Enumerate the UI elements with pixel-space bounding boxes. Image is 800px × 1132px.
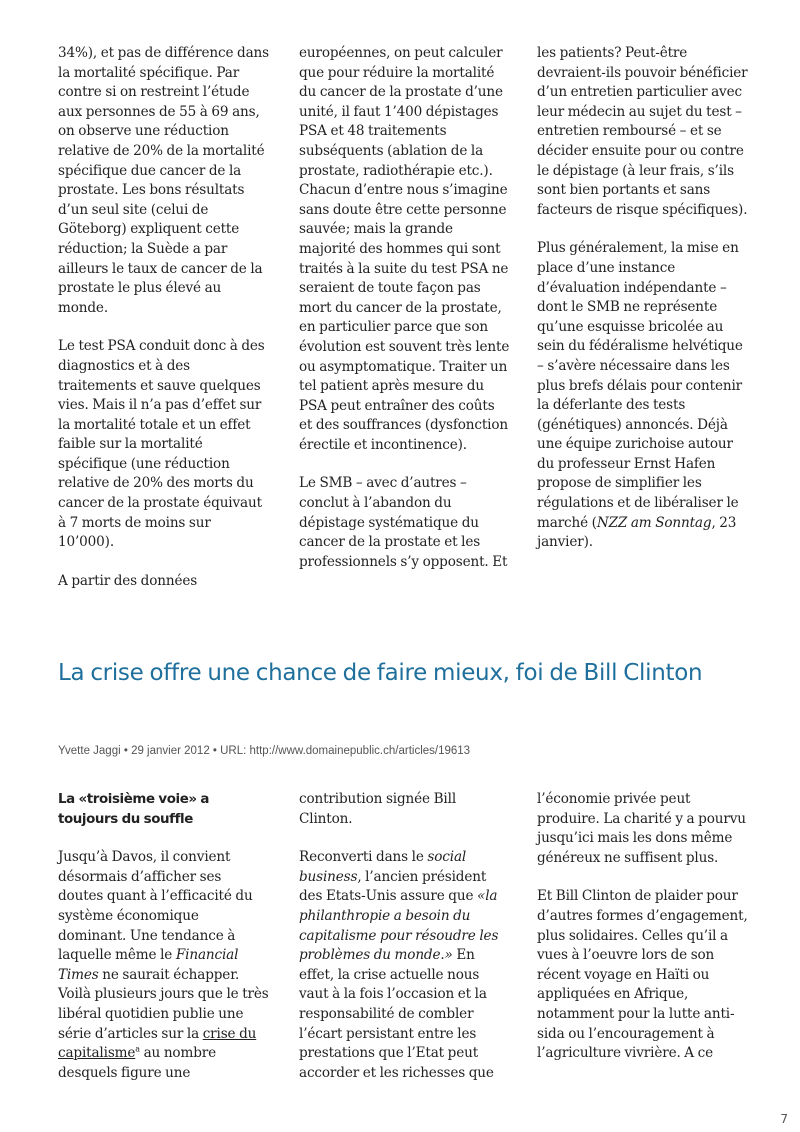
article2-col2-text-b: , l’ancien président des Etats-Unis assure que <box>299 868 487 905</box>
article1-column-2 <box>299 44 511 591</box>
crise-du-capitalisme-link[interactable]: crise du capitalisme <box>58 1025 257 1062</box>
financial-times-citation: Financial Times <box>58 947 239 983</box>
article2-column-2 <box>299 790 511 1102</box>
page-number: 7 <box>780 1112 788 1126</box>
article-byline: Yvette Jaggi • 29 janvier 2012 • URL: http://www.domainepublic.ch/articles/19613 <box>58 745 471 757</box>
section-subheading: La «troisième voie» a toujours du souffle <box>58 792 210 827</box>
article1-col1-paragraph-2: Le test PSA conduit donc à des diagnostics et à des traitements et sauve quelques vies. Mais il n’a pas d’effet sur la mortalité totale et un effet faible sur la mortalité spécifique (une réduction relative de 20% des morts du cancer de la prostate équivaut à 7 morts de moins sur 10’000). <box>58 338 265 551</box>
article2-col2-paragraph-1: contribution signée Bill Clinton. <box>299 791 457 827</box>
clinton-quote: «la philanthropie a besoin du capitalisme pour résoudre les problèmes du monde.» <box>299 888 499 964</box>
article2-col1-text-b: ne saurait échapper. Voilà plusieurs jours que le très libéral quotidien publie une série d’articles sur la <box>58 966 269 1042</box>
article1-col3-paragraph-1: les patients? Peut-être devraient-ils pouvoir bénéficier d’un entretien particulier avec leur médecin au sujet du test – entretien remboursé – et se décider ensuite pour ou contre le dépistage (à leur frais, s’ils sont bien portants et sans facteurs de risque spécifiques). <box>537 45 748 218</box>
article2-col3-paragraph-2: Et Bill Clinton de plaider pour d’autres formes d’engagement, plus solidaires. Celles qu’il a vues à l’oeuvre lors de son récent voyage en Haïti ou appliquées en Afrique, notamment pour la lutte anti-sida ou l’encouragement à l’agriculture vivrière. A ce <box>537 888 748 1062</box>
article2-column-3 <box>537 790 749 1083</box>
article2-col2-text-c: En effet, la crise actuelle nous vaut à la fois l’occasion et la responsabilité de combler l’écart persistant entre les prestations que l’Etat peut accorder et les richesses que <box>299 947 494 1081</box>
article2-col2-text-a: Reconverti dans le <box>299 849 428 866</box>
article-title: La crise offre une chance de faire mieux, foi de Bill Clinton <box>58 660 703 686</box>
article2-col1-text-a: Jusqu’à Davos, il convient désormais d’afficher ses doutes quant à l’efficacité du système économique dominant. Une tendance à laquelle même le <box>58 849 253 964</box>
footnote-marker: a <box>135 1044 140 1054</box>
article1-col1-paragraph-3: A partir des données <box>58 572 198 589</box>
nzz-am-sonntag-citation: NZZ am Sonntag <box>596 514 712 531</box>
article1-column-3 <box>537 44 749 572</box>
article2-col1-text-c: au nombre desquels figure une <box>58 1045 216 1081</box>
article1-col2-paragraph-2: Le SMB – avec d’autres – conclut à l’abandon du dépistage systématique du cancer de la prostate et les professionnels s’y opposent. Et <box>299 475 508 570</box>
article1-col2-paragraph-1: européennes, on peut calculer que pour réduire la mortalité du cancer de la prostate d’une unité, il faut 1’400 dépistages PSA et 48 traitements subséquents (ablation de la prostate, radiothérapie etc.). Chacun d’entre nous s’imagine sans doute être cette personne sauvée; mais la grande majorité des hommes qui sont traités à la suite du test PSA ne seraient de toute façon pas mort du cancer de la prostate, en particulier parce que son évolution est souvent très lente ou asymptomatique. Traiter un tel patient après mesure du PSA peut entraîner des coûts et des souffrances (dysfonction érectile et incontinence). <box>299 45 510 453</box>
article1-col1-paragraph-1: 34%), et pas de différence dans la mortalité spécifique. Par contre si on restreint l’étude aux personnes de 55 à 69 ans, on observe une réduction relative de 20% de la mortalité spécifique due cancer de la prostate. Les bons résultats d’un seul site (celui de Göteborg) expliquent cette réduction; la Suède a par ailleurs le taux de cancer de la prostate le plus élevé au monde. <box>58 45 269 316</box>
article1-col3-paragraph-2 <box>537 239 749 553</box>
article2-column-1 <box>58 790 270 1102</box>
article1-column-1 <box>58 44 270 610</box>
social-business-term: social business <box>299 849 467 885</box>
article1-col3-p2-end: , 23 janvier). <box>537 514 737 551</box>
article2-col2-paragraph-2 <box>299 848 511 1083</box>
article2-col1-paragraph-1 <box>58 848 270 1083</box>
article1-col3-p2-text: Plus généralement, la mise en place d’une instance d’évaluation indépendante – dont le SMB ne représente qu’une esquisse bricolée au sein du fédéralisme helvétique – s’avère nécessaire dans les plus brefs délais pour contenir la déferlante des tests (génétiques) annoncés. Déjà une équipe zurichoise autour du professeur Ernst Hafen propose de simplifier les régulations et de libéraliser le marché ( <box>537 240 743 531</box>
article2-col3-paragraph-1: l’économie privée peut produire. La charité y a pourvu jusqu’ici mais les dons même généreux ne suffisent plus. <box>537 791 746 866</box>
